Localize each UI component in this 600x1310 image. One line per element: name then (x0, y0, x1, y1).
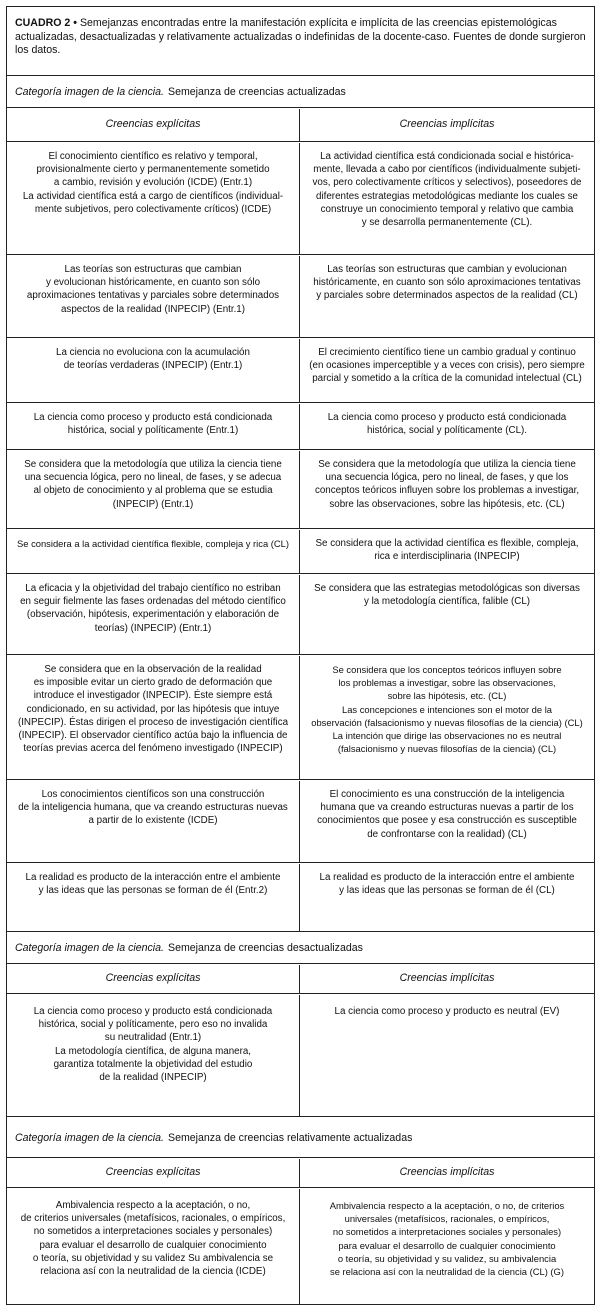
explicit-cell: Se considera que en la observación de la realidad es imposible evitar un cierto grado de deformación que introduce el investigador (INPECIP). Éste siempre está condicionado, en su actividad, por las hipótesis que intuye (INPECIP). Éstas dirigen el proceso de investigación científica (INPECIP). El observador científico actúa bajo la influencia de teorías previas acerca del fenómeno investigado (INPECIP) (7, 656, 300, 779)
caption-text: Semejanzas encontradas entre la manifestación explícita e implícita de las creencias epistemológicas actualizadas, desactualizadas y relativamente actualizadas o indefinidas de la docente-caso. Fuentes de donde surgieron los datos. (15, 17, 586, 57)
table-row (7, 995, 594, 1117)
table-row (7, 404, 594, 450)
caption-label: CUADRO 2 • (15, 17, 77, 29)
category-row-relativamente-actualizadas (7, 1118, 594, 1158)
table-row (7, 256, 594, 338)
table-row (7, 656, 594, 780)
implicit-cell: El conocimiento es una construcción de la inteligencia humana que va creando estructuras nuevas a partir de los conocimientos que posee y esa construcción es susceptible de confrontarse con la realidad) (CL) (317, 789, 577, 840)
column-header-row (7, 1159, 594, 1188)
header-implicit: Creencias implícitas (399, 972, 495, 985)
category-title: Semejanza de creencias relativamente actualizadas (168, 1131, 413, 1144)
header-explicit: Creencias explícitas (7, 109, 300, 141)
column-header-row (7, 109, 594, 142)
table-row (7, 864, 594, 932)
table-row (7, 143, 594, 255)
explicit-cell: Se considera a la actividad científica flexible, compleja y rica (CL) (7, 530, 300, 573)
table-row (7, 451, 594, 529)
similarities-table (6, 6, 595, 1305)
implicit-cell: Se considera que las estrategias metodológicas son diversas y la metodología científica, falible (CL) (314, 583, 580, 608)
category-label: Categoría imagen de la ciencia. (15, 942, 164, 954)
category-row-actualizadas (7, 77, 594, 108)
implicit-cell: Las teorías son estructuras que cambian y evolucionan históricamente, en cuanto son sólo aproximaciones tentativas y parciales sobre determinados aspectos de la realidad (CL) (313, 264, 581, 302)
explicit-cell: La ciencia como proceso y producto está condicionada histórica, social y políticamente, pero eso no invalida su neutralidad (Entr.1) La metodología científica, de alguna manera, garantiza totalmente la objetividad del estudio de la realidad (INPECIP) (7, 995, 300, 1116)
implicit-cell: La ciencia como proceso y producto está condicionada histórica, social y políticamente (CL). (327, 412, 567, 437)
implicit-cell: Se considera que la metodología que utiliza la ciencia tiene una secuencia lógica, pero no lineal, de fases, y que los conceptos teóricos influyen sobre los problemas a investigar, sobre las observaciones, sobre las hipótesis, etc. (CL) (314, 459, 580, 510)
category-title: Semejanza de creencias desactualizadas (168, 942, 363, 954)
explicit-cell: Ambivalencia respecto a la aceptación, o no, de criterios universales (metafísicos, racionales, o empíricos, no sometidos a interpretaciones sociales y personales) para evaluar el desarrollo de cualquier conocimiento o teoría, su objetividad y su validez Su ambivalencia se relaciona así con la neutralidad de la ciencia (ICDE) (7, 1189, 300, 1304)
implicit-cell: La ciencia como proceso y producto es neutral (EV) (334, 1006, 560, 1017)
explicit-cell: Las teorías son estructuras que cambian y evolucionan históricamente, en cuanto son sólo aproximaciones tentativas y parciales sobre determinados aspectos de la realidad (INPECIP) (Entr.1) (7, 256, 300, 337)
header-explicit: Creencias explícitas (7, 965, 300, 993)
table-row (7, 575, 594, 655)
table-caption (7, 7, 594, 76)
implicit-cell: Se considera que los conceptos teóricos influyen sobre los problemas a investigar, sobre las observaciones, sobre las hipótesis, etc. (CL) Las concepciones e intenciones son el motor de la observación (falsacionismo y nuevas filosofías de la ciencia) (CL) La intención que dirige las observaciones no es neutral (falsacionismo y nuevas filosofías de la ciencia) (CL) (311, 664, 583, 755)
explicit-cell: La ciencia como proceso y producto está condicionada histórica, social y políticamente (Entr.1) (7, 404, 300, 449)
implicit-cell: La actividad científica está condicionada social e histórica- mente, llevada a cabo por científicos (individualmente subjeti- vos, pero colectivamente críticos y selectivos), poseedores de diferentes estrategias metodológicas mediante los cuales se construye un conocimiento temporal y relativo que cambia y se desarrolla permanentemente (CL). (312, 151, 582, 229)
header-implicit: Creencias implícitas (399, 118, 495, 131)
explicit-cell: Se considera que la metodología que utiliza la ciencia tiene una secuencia lógica, pero no lineal, de fases, y se adecua al objeto de conocimiento y al problema que se estudia (INPECIP) (Entr.1) (7, 451, 300, 528)
table-row (7, 530, 594, 574)
implicit-cell: El crecimiento científico tiene un cambio gradual y continuo (en ocasiones imperceptible y a veces con crisis), pero siempre parcial y sometido a la crítica de la comunidad intelectual (CL) (309, 347, 585, 385)
implicit-cell: La realidad es producto de la interacción entre el ambiente y las ideas que las personas se forman de él (CL) (319, 872, 575, 897)
column-header-row (7, 965, 594, 994)
implicit-cell: Se considera que la actividad científica es flexible, compleja, rica e interdisciplinaria (INPECIP) (315, 538, 579, 563)
table-row (7, 339, 594, 403)
header-implicit: Creencias implícitas (399, 1166, 495, 1179)
explicit-cell: El conocimiento científico es relativo y temporal, provisionalmente cierto y permanentemente sometido a cambio, revisión y evolución (ICDE) (Entr.1) La actividad científica está a cargo de científicos (individual- mente subjetivos, pero colectivamente críticos) (ICDE) (7, 143, 300, 254)
explicit-cell: La ciencia no evoluciona con la acumulación de teorías verdaderas (INPECIP) (Entr.1) (7, 339, 300, 402)
explicit-cell: Los conocimientos científicos son una construcción de la inteligencia humana, que va creando estructuras nuevas a partir de lo existente (ICDE) (7, 781, 300, 862)
category-row-desactualizadas (7, 933, 594, 964)
explicit-cell: La realidad es producto de la interacción entre el ambiente y las ideas que las personas se forman de él (Entr.2) (7, 864, 300, 931)
header-explicit: Creencias explícitas (7, 1159, 300, 1187)
table-row (7, 781, 594, 863)
implicit-cell: Ambivalencia respecto a la aceptación, o no, de criterios universales (metafísicos, racionales, o empíricos, no sometidos a interpretaciones sociales y personales) para evaluar el desarrollo de cualquier conocimiento o teoría, su objetividad y su validez, su ambivalencia se relaciona así con la neutralidad de la ciencia (CL) (G) (329, 1200, 565, 1278)
explicit-cell: La eficacia y la objetividad del trabajo científico no estriban en seguir fielmente las fases ordenadas del método científico (observación, hipótesis, experimentación y elaboración de teorías) (INPECIP) (Entr.1) (7, 575, 300, 654)
category-label: Categoría imagen de la ciencia. (15, 86, 164, 98)
category-title: Semejanza de creencias actualizadas (168, 86, 346, 98)
category-label: Categoría imagen de la ciencia. (15, 1131, 164, 1144)
table-row (7, 1189, 594, 1304)
